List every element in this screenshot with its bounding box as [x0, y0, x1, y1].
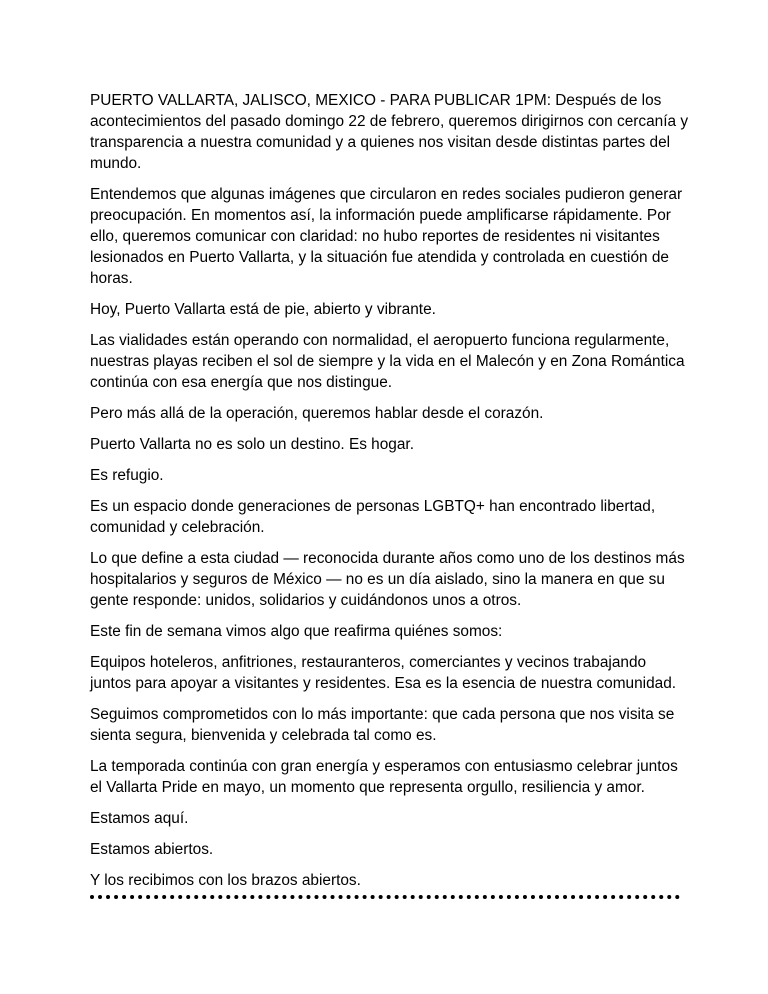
paragraph-heart: Pero más allá de la operación, queremos hablar desde el corazón.: [90, 405, 544, 422]
paragraph-open: Estamos abiertos.: [90, 841, 214, 858]
dotted-divider: [90, 895, 680, 899]
paragraph-operations: Las vialidades están operando con normalidad, el aeropuerto funciona regularmente, nuestras playas reciben el sol de siempre y la vida en el Malecón y en Zona Romántica continúa con esa energía que nos distingue.: [90, 332, 685, 391]
paragraph-city-definition: Lo que define a esta ciudad — reconocida durante años como uno de los destinos más hospitalarios y seguros de México — no es un día aislado, sino la manera en que su gente responde: unidos, solidarios y cuidándonos unos a otros.: [90, 550, 685, 609]
press-release-body: [90, 90, 690, 901]
paragraph-here: Estamos aquí.: [90, 810, 189, 827]
paragraph-social-media: Entendemos que algunas imágenes que circularon en redes sociales pudieron generar preocupación. En momentos así, la información puede amplificarse rápidamente. Por ello, queremos comunicar con claridad: no hubo reportes de residentes ni visitantes lesionados en Puerto Vallarta, y la situación fue atendida y controlada en cuestión de horas.: [90, 186, 683, 287]
paragraph-today: Hoy, Puerto Vallarta está de pie, abierto y vibrante.: [90, 301, 436, 318]
paragraph-weekend: Este fin de semana vimos algo que reafirma quiénes somos:: [90, 623, 503, 640]
paragraph-refuge: Es refugio.: [90, 467, 164, 484]
paragraph-welcome: Y los recibimos con los brazos abiertos.: [90, 872, 361, 889]
paragraph-pride: La temporada continúa con gran energía y esperamos con entusiasmo celebrar juntos el Vallarta Pride en mayo, un momento que representa orgullo, resiliencia y amor.: [90, 758, 678, 796]
paragraph-lgbtq: Es un espacio donde generaciones de personas LGBTQ+ han encontrado libertad, comunidad y celebración.: [90, 498, 656, 536]
paragraph-home: Puerto Vallarta no es solo un destino. Es hogar.: [90, 436, 414, 453]
paragraph-intro: PUERTO VALLARTA, JALISCO, MEXICO - PARA PUBLICAR 1PM: Después de los acontecimientos del pasado domingo 22 de febrero, queremos dirigirnos con cercanía y transparencia a nuestra comunidad y a quienes nos visitan desde distintas partes del mundo.: [90, 92, 689, 172]
paragraph-commitment: Seguimos comprometidos con lo más importante: que cada persona que nos visita se sienta segura, bienvenida y celebrada tal como es.: [90, 706, 675, 744]
paragraph-teams: Equipos hoteleros, anfitriones, restauranteros, comerciantes y vecinos trabajando juntos para apoyar a visitantes y residentes. Esa es la esencia de nuestra comunidad.: [90, 654, 677, 692]
